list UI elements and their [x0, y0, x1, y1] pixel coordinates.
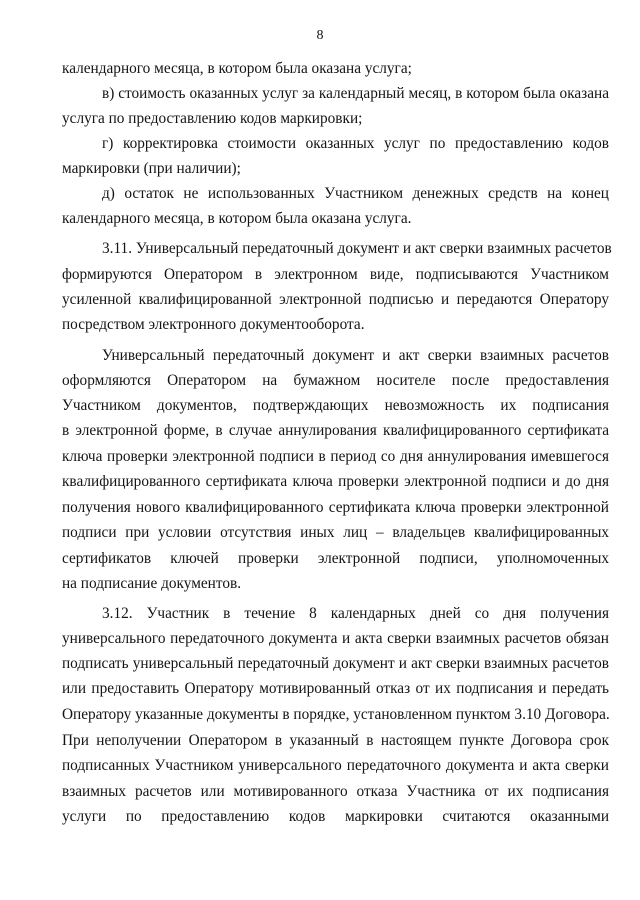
page-number: 8: [316, 28, 324, 43]
text-line: г) корректировка стоимости оказанных услуг по предоставлению кодов: [102, 135, 609, 152]
text-line: Участником документов, подтверждающих невозможность их подписания: [62, 397, 609, 414]
text-line: взаимных расчетов или мотивированного отказа Участника от их подписания: [62, 783, 609, 800]
text-line: услуги по предоставлению кодов маркировки считаются оказанными: [62, 808, 609, 825]
text-line: квалифицированного сертификата ключа проверки электронной подписи и до дня: [62, 473, 609, 490]
text-line: д) остаток не использованных Участником денежных средств на конец: [102, 185, 609, 202]
text-line: или предоставить Оператору мотивированный отказ от их подписания и передать: [62, 680, 609, 697]
text-line: на подписание документов.: [62, 575, 242, 592]
text-line: ключа проверки электронной подписи в период со дня аннулирования имевшегося: [62, 448, 609, 465]
text-line: формируются Оператором в электронном виде, подписываются Участником: [62, 266, 609, 283]
text-line: в электронной форме, в случае аннулирования квалифицированного сертификата: [62, 422, 609, 439]
text-line: 3.11. Универсальный передаточный документ и акт сверки взаимных расчетов: [102, 240, 612, 257]
text-line: в) стоимость оказанных услуг за календарный месяц, в котором была оказана: [102, 85, 609, 102]
text-line: подписать универсальный передаточный документ и акт сверки взаимных расчетов: [62, 655, 609, 672]
text-line: посредством электронного документооборота.: [62, 316, 365, 333]
text-line: универсального передаточного документа и акта сверки взаимных расчетов обязан: [62, 630, 609, 647]
text-line: подписанных Участником универсального передаточного документа и акта сверки: [62, 757, 609, 774]
text-line: получения нового квалифицированного сертификата ключа проверки электронной: [62, 499, 609, 516]
text-line: Оператору указанные документы в порядке, установленном пунктом 3.10 Договора.: [62, 706, 610, 723]
text-line: 3.12. Участник в течение 8 календарных дней со дня получения: [102, 605, 609, 622]
text-line: Универсальный передаточный документ и акт сверки взаимных расчетов: [102, 347, 609, 364]
text-line: усиленной квалифицированной электронной подписью и передаются Оператору: [62, 291, 609, 308]
text-line: оформляются Оператором на бумажном носителе после предоставления: [62, 372, 609, 389]
text-line: календарного месяца, в котором была оказана услуга.: [62, 210, 412, 227]
text-line: сертификатов ключей проверки электронной подписи, уполномоченных: [62, 550, 609, 567]
text-line: услуга по предоставлению кодов маркировки;: [62, 110, 363, 127]
text-line: подписи при условии отсутствия иных лиц – владельцев квалифицированных: [62, 524, 609, 541]
text-line: календарного месяца, в котором была оказана услуга;: [62, 60, 412, 77]
text-line: При неполучении Оператором в указанный в настоящем пункте Договора срок: [62, 732, 609, 749]
text-line: маркировки (при наличии);: [62, 160, 241, 177]
